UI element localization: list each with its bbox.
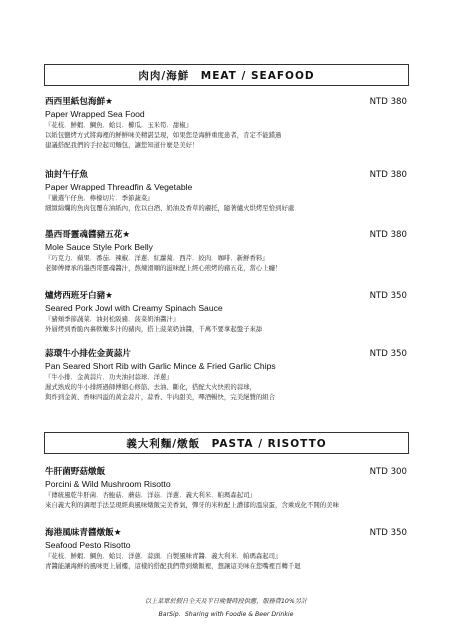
item-ingredients: 『傳統風乾牛肝菌．杏鮑菇．蘑菇．洋菇．洋蔥．義大利米．帕瑪森起司』 xyxy=(45,491,256,499)
section-title: 義大利麵/燉飯 PASTA / RISOTTO xyxy=(126,437,327,450)
item-price: NTD 380 xyxy=(369,97,407,107)
item-name-zh: 墨西哥靈魂醬豬五花★ xyxy=(45,230,131,240)
section-title: 肉肉/海鮮 MEAT / SEAFOOD xyxy=(138,69,315,82)
item-name-zh: 蒜環牛小排佐金黃蒜片 xyxy=(45,349,131,359)
item-price: NTD 380 xyxy=(369,170,407,180)
menu-item xyxy=(45,467,405,510)
item-description-2: 與炸到金黃、香味四溢的黃金蒜片，蒜香、牛肉甜美，嗶酒暢快，完美絕贊的組合 xyxy=(45,393,276,401)
item-name-zh: 油封午仔魚 xyxy=(45,170,88,180)
menu-item xyxy=(45,97,405,150)
item-ingredients: 『巧克力．蘋果．番茄．辣椒．洋蔥．紅蘿蔔．西芹．絞肉．咖啡．新鮮香料』 xyxy=(45,254,269,262)
item-price: NTD 300 xyxy=(369,467,407,477)
item-name-zh: 西西里紙包海鮮★ xyxy=(45,97,113,107)
item-ingredients: 『花枝．鮮蝦．鯛魚．蛤貝．櫛瓜．玉米筍．甜椒』 xyxy=(45,121,192,129)
footer-tagline: BarSip．Sharing with Foodie & Beer Drinkie xyxy=(158,611,294,618)
menu-item xyxy=(45,170,405,213)
section-header-meat-seafood xyxy=(44,64,409,86)
item-price: NTD 350 xyxy=(369,349,407,359)
item-description: 濕式熟成的牛小排經過師傅細心修筋、去油、斷化，搭配大火快煎的蒜球， xyxy=(45,383,256,391)
item-name-zh: 牛肝菌野菇燉飯 xyxy=(45,467,106,477)
item-name-zh: 爐烤西班牙白豬★ xyxy=(45,291,113,301)
item-description: 來自義大利的調理手法呈現經典風味燉飯完美香氣，彈牙的米粒配上濃郁的溫泉蛋，含乘成化不開的美味 xyxy=(45,501,339,509)
item-description-2: 建議搭配我們的手拉起司麵包，讓您知道什麼是美好！ xyxy=(45,141,199,149)
section-header-pasta-risotto xyxy=(44,432,409,454)
item-name-en: Seafood Pesto Risotto xyxy=(45,540,131,550)
item-name-en: Paper Wrapped Sea Food xyxy=(45,109,145,119)
item-description: 青醬能讓海鮮的風味更上層樓，這樣的搭配我們帶到燉飯裡，想讓這美味在您嘴裡百轉千迴 xyxy=(45,562,301,570)
item-ingredients: 『花枝．鮮蝦．鯛魚．蛤貝．洋蔥．蒜頭．自製風味青醬．義大利米．帕瑪森起司』 xyxy=(45,552,282,560)
item-description: 以紙包鹽烤方式將海裡的鮮鮮味美精湛呈現，如果您是海鮮重度患者，肯定不能錯過 xyxy=(45,131,282,139)
item-description: 外層烤到香脆內裏軟嫩多汁的豬肉，搭上菠菜奶油醬，千萬不要拿起盤子來舔 xyxy=(45,325,263,333)
menu-item xyxy=(45,349,405,402)
item-name-en: Mole Sauce Style Pork Belly xyxy=(45,242,153,252)
item-description: 老師傅傳承的墨西哥靈魂醬汁，熬煉滑順的滋味配上經心煎烤的豬五花，當心上癮！ xyxy=(45,264,282,272)
item-name-en: Pan Seared Short Rib with Garlic Mince & Fried Garlic Chips xyxy=(45,361,276,371)
footer-service-note: 以上菜單於假日全天及平日晚餐時段供應，服務費10%另計 xyxy=(144,598,308,605)
menu-item xyxy=(45,528,405,571)
item-name-en: Porcini & Wild Mushroom Risotto xyxy=(45,479,171,489)
item-name-en: Paper Wrapped Threadfin & Vegetable xyxy=(45,182,193,192)
item-ingredients: 『嚴選午仔魚．檸檬切片．季節蔬菜』 xyxy=(45,194,154,202)
item-name-zh: 海港風味青醬燉飯★ xyxy=(45,528,122,538)
menu-item xyxy=(45,291,405,334)
menu-item xyxy=(45,230,405,273)
item-ingredients: 『豬頰季節蔬菜．油封松阪豬．菠菜奶油醬汁』 xyxy=(45,315,180,323)
item-price: NTD 350 xyxy=(369,528,407,538)
item-description: 細緻綿爛的魚肉包覆在油紙內，佐以白酒、奶油及香草的襯托，隨著爐火烘烤至恰到好處 xyxy=(45,204,295,212)
item-ingredients: 『牛小排．金黃蒜片．功夫油封蒜球．洋蔥』 xyxy=(45,373,173,381)
item-price: NTD 350 xyxy=(369,291,407,301)
item-price: NTD 380 xyxy=(369,230,407,240)
item-name-en: Seared Pork Jowl with Creamy Spinach Sauce xyxy=(45,303,223,313)
